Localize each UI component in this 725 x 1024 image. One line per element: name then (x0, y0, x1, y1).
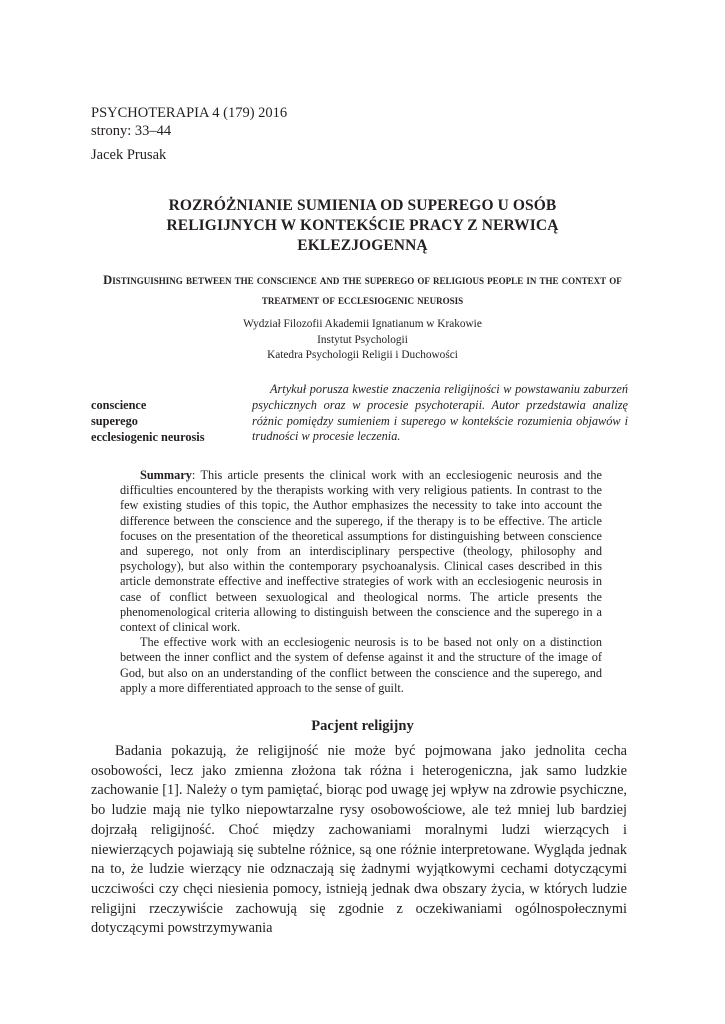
keyword: conscience (91, 398, 147, 412)
article-title-english: Distinguishing between the conscience and the superego of religious people in the context of treatment of ecclesiogenic neurosis (103, 273, 622, 307)
page-range: strony: 33–44 (91, 123, 172, 139)
author-name: Jacek Prusak (91, 147, 167, 163)
summary-text: : This article presents the clinical work with an ecclesiogenic neurosis and the difficulties encountered by the therapists working with very religious patients. In contrast to the few existing studies of this topic, the Author emphasizes the necessity to take into account the difference between the conscience and the superego, if the therapy is to be effective. The article focuses on the presentation of the theoretical assumptions for distinguishing between conscience and superego, not only from an interdisciplinary perspective (theology, philosophy and psychology), but also within the contemporary psychoanalysis. Clinical cases described in this article demonstrate effective and ineffective strategies of work with an ecclesiogenic neurosis in case of conflict between sexuological and theological norms. The article presents the phenomenological criteria allowing to distinguish between the conscience and the superego in a context of clinical work. (120, 468, 602, 635)
keyword: superego (91, 414, 138, 428)
summary-english (120, 468, 602, 696)
affiliation-institute: Instytut Psychologii (317, 333, 408, 346)
author-affiliations (200, 317, 525, 364)
abstract-polish: Artykuł porusza kwestie znaczenia religijności w powstawaniu zaburzeń psychicznych oraz w procesie psychoterapii. Autor przedstawia analizę różnic pomiędzy sumieniem i superego w kontekście rozumienia objawów i trudności w procesie leczenia. (252, 382, 628, 444)
body-paragraph: Badania pokazują, że religijność nie może być pojmowana jako jednolita cecha osobowości, lecz jako zmienna złożona tak różna i heterogeniczna, jak samo ludzkie zachowanie [1]. Należy o tym pamiętać, biorąc pod uwagę jej wpływ na zdrowie psychiczne, bo ludzie mają nie tylko niepowtarzalne rysy osobowościowe, ale też mniej lub bardziej dojrzałą religijność. Choć między zachowaniami moralnymi ludzi wierzących i niewierzących pojawiają się subtelne różnice, są one różnie interpretowane. Wygląda jednak na to, że ludzie wierzący nie odznaczają się żadnymi wyjątkowymi cechami dotyczącymi uczciwości czy chęci niesienia pomocy, istnieją jednak dwa obszary życia, w których ludzie religijni rzeczywiście zachowują się zgodnie z oczekiwaniami ogólnospołecznymi dotyczącymi powstrzymywania (91, 743, 627, 937)
article-title-polish: ROZRÓŻNIANIE SUMIENIA OD SUPEREGO U OSÓB RELIGIJNYCH W KONTEKŚCIE PRACY Z NERWICĄ EKLEZJOGENNĄ (166, 197, 559, 254)
summary-paragraph (120, 468, 602, 635)
affiliation-faculty: Wydział Filozofii Akademii Ignatianum w Krakowie (243, 318, 482, 330)
affiliation-department: Katedra Psychologii Religii i Duchowości (267, 349, 458, 362)
summary-paragraph: The effective work with an ecclesiogenic neurosis is to be based not only on a distinction between the inner conflict and the system of defense against it and the structure of the image of God, but also on an understanding of the conflict between the conscience and the superego, and apply a more differentiated approach to the sense of guilt. (120, 635, 602, 695)
body-text (91, 742, 627, 939)
journal-issue: PSYCHOTERAPIA 4 (179) 2016 (91, 105, 288, 121)
keywords-list (91, 397, 205, 445)
journal-header (91, 104, 287, 164)
section-heading: Pacjent religijny (311, 718, 414, 734)
summary-label: Summary (140, 468, 192, 482)
keyword: ecclesiogenic neurosis (91, 430, 205, 444)
